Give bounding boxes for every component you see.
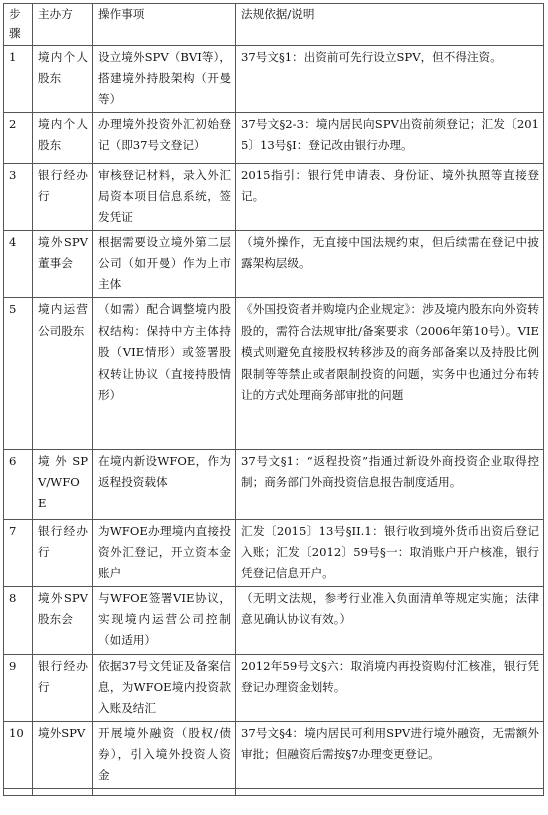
table-row	[4, 450, 544, 520]
table-row	[4, 46, 544, 113]
table-row	[4, 722, 544, 789]
table-row	[4, 587, 544, 655]
cell-action: 设立境外SPV（BVI等），搭建境外持股架构（开曼等）	[93, 46, 236, 113]
cell-empty	[33, 789, 93, 796]
cell-party: 境外SPV/WFOE	[33, 450, 93, 520]
table-row	[4, 231, 544, 298]
table-row-partial	[4, 789, 544, 796]
cell-step: 9	[4, 655, 33, 722]
cell-action: 在境内新设WFOE，作为返程投资载体	[93, 450, 236, 520]
header-action: 操作事项	[93, 4, 236, 46]
cell-step: 2	[4, 113, 33, 164]
cell-action: 与WFOE签署VIE协议，实现境内运营公司控制（如适用）	[93, 587, 236, 655]
table-row	[4, 655, 544, 722]
cell-party: 境内个人股东	[33, 46, 93, 113]
cell-basis: 汇发〔2015〕13号§II.1：银行收到境外货币出资后登记入账；汇发〔2012〕59号§一：取消账户开户核准，银行凭登记信息开户。	[236, 520, 544, 587]
header-party: 主办方	[33, 4, 93, 46]
cell-basis: 37号文§1：出资前可先行设立SPV，但不得注资。	[236, 46, 544, 113]
cell-basis: 37号文§2-3：境内居民向SPV出资前须登记；汇发〔2015〕13号§I：登记改由银行办理。	[236, 113, 544, 164]
cell-action: （如需）配合调整境内股权结构：保持中方主体持股（VIE情形）或签署股权转让协议（直接持股情形）	[93, 298, 236, 450]
cell-party: 境内运营公司股东	[33, 298, 93, 450]
cell-basis: （无明文法规，参考行业准入负面清单等规定实施；法律意见确认协议有效。）	[236, 587, 544, 655]
cell-action: 依据37号文凭证及备案信息，为WFOE境内投资款入账及结汇	[93, 655, 236, 722]
cell-basis: 2015指引：银行凭申请表、身份证、境外执照等直接登记。	[236, 164, 544, 231]
cell-step: 6	[4, 450, 33, 520]
cell-empty	[93, 789, 236, 796]
cell-basis: 37号文§1：“返程投资”指通过新设外商投资企业取得控制；商务部门外商投资信息报告制度适用。	[236, 450, 544, 520]
table-header-row	[4, 4, 544, 46]
cell-basis: 2012年59号文§六：取消境内再投资购付汇核准，银行凭登记办理资金划转。	[236, 655, 544, 722]
cell-step: 5	[4, 298, 33, 450]
header-basis: 法规依据/说明	[236, 4, 544, 46]
regulation-steps-table	[3, 3, 544, 796]
cell-party: 境外SPV董事会	[33, 231, 93, 298]
cell-empty	[4, 789, 33, 796]
cell-action: 开展境外融资（股权/债券），引入境外投资人资金	[93, 722, 236, 789]
cell-step: 1	[4, 46, 33, 113]
cell-party: 银行经办行	[33, 655, 93, 722]
cell-step: 10	[4, 722, 33, 789]
cell-party: 境外SPV股东会	[33, 587, 93, 655]
cell-empty	[236, 789, 544, 796]
cell-action: 办理境外投资外汇初始登记（即37号文登记）	[93, 113, 236, 164]
cell-party: 银行经办行	[33, 164, 93, 231]
cell-party: 境内个人股东	[33, 113, 93, 164]
table-row	[4, 113, 544, 164]
cell-action: 根据需要设立境外第二层公司（如开曼）作为上市主体	[93, 231, 236, 298]
cell-step: 8	[4, 587, 33, 655]
cell-party: 境外SPV	[33, 722, 93, 789]
cell-basis: 《外国投资者并购境内企业规定》：涉及境内股东向外资转股的，需符合法规审批/备案要求（2006年第10号）。VIE模式则避免直接股权转移涉及的商务部备案以及持股比例限制等等禁止或者限制投资的问题，实务中也通过分布转让的方式处理商务部审批的问题	[236, 298, 544, 450]
table-row	[4, 164, 544, 231]
cell-party: 银行经办行	[33, 520, 93, 587]
header-step: 步骤	[4, 4, 33, 46]
table-row	[4, 520, 544, 587]
cell-action: 为WFOE办理境内直接投资外汇登记，开立资本金账户	[93, 520, 236, 587]
cell-basis: 37号文§4：境内居民可利用SPV进行境外融资，无需额外审批；但融资后需按§7办理变更登记。	[236, 722, 544, 789]
cell-action: 审核登记材料，录入外汇局资本项目信息系统，签发凭证	[93, 164, 236, 231]
cell-step: 4	[4, 231, 33, 298]
cell-basis: （境外操作，无直接中国法规约束，但后续需在登记中披露架构层级。	[236, 231, 544, 298]
cell-step: 7	[4, 520, 33, 587]
table-row	[4, 298, 544, 450]
cell-step: 3	[4, 164, 33, 231]
